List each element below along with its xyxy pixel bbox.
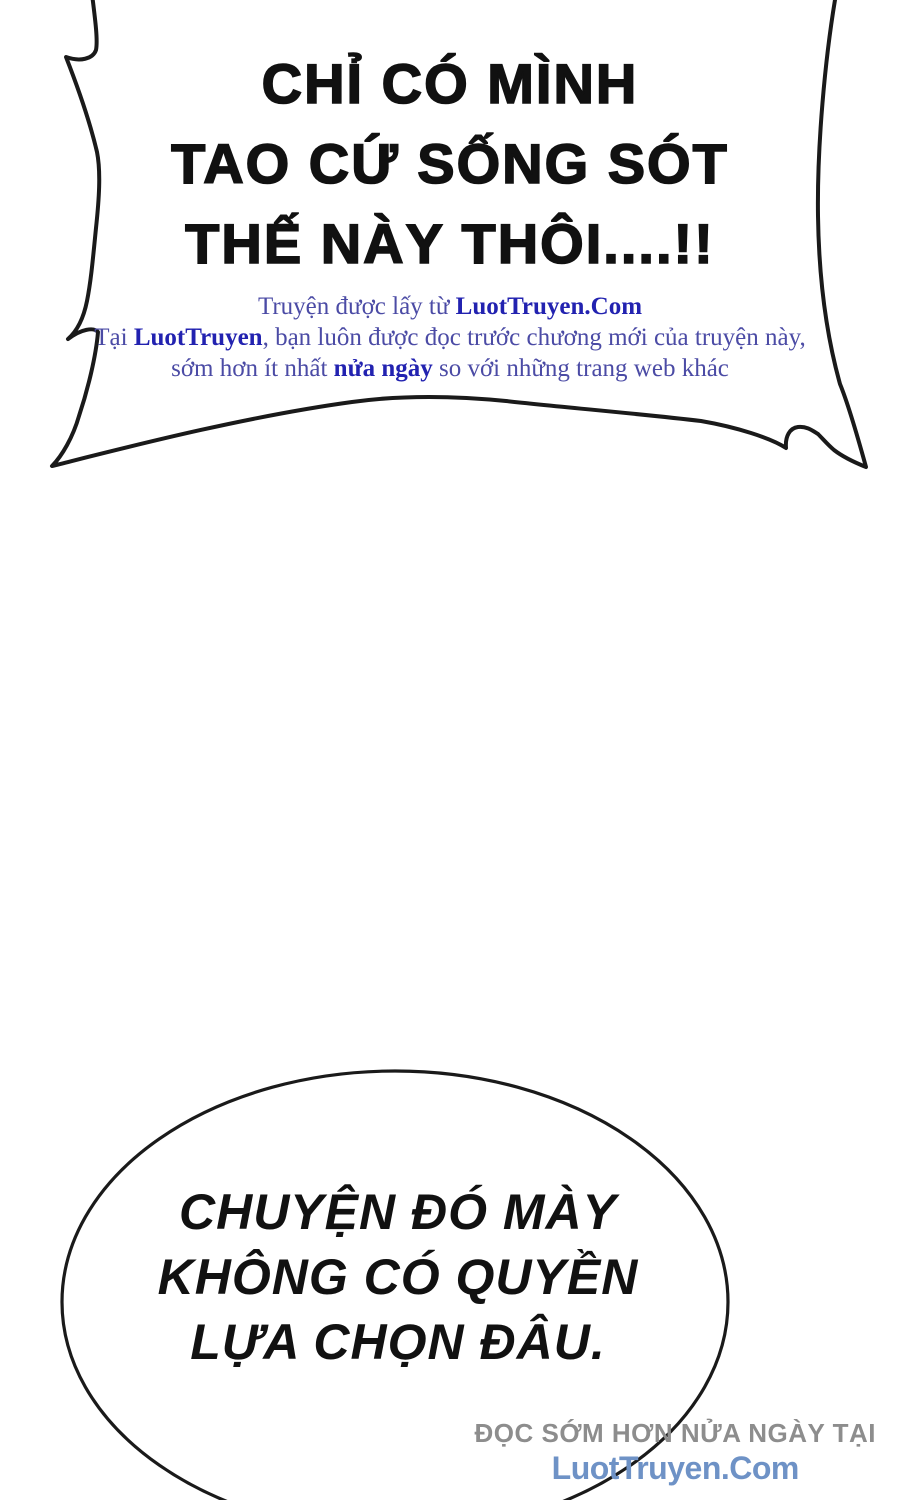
site-watermark xyxy=(475,1418,877,1488)
promo-text: Truyện được lấy từ xyxy=(257,293,456,320)
promo-site-name: LuotTruyen xyxy=(133,324,263,351)
promo-highlight: nửa ngày xyxy=(333,355,433,382)
promo-text: so với những trang web khác xyxy=(432,355,729,382)
promo-text: , bạn luôn được đọc trước chương mới của truyện này, xyxy=(262,324,806,351)
watermark-site-name: LuotTruyen.Com xyxy=(551,1450,799,1486)
promo-site-name: LuotTruyen.Com xyxy=(455,293,643,320)
promo-line xyxy=(0,291,900,322)
promo-text: sớm hơn ít nhất xyxy=(171,355,334,382)
promo-line xyxy=(0,322,900,353)
shout-line: CHỈ CÓ MÌNH xyxy=(261,52,639,115)
dialogue-line: LỰA CHỌN ĐÂU. xyxy=(190,1314,606,1370)
dialogue-line: KHÔNG CÓ QUYỀN xyxy=(157,1249,639,1305)
shout-line: THẾ NÀY THÔI....!! xyxy=(185,212,715,275)
oval-bubble-text xyxy=(0,1180,796,1375)
shout-bubble-text xyxy=(0,44,900,284)
shout-line: TAO CỨ SỐNG SÓT xyxy=(171,132,729,195)
promo-text: Tại xyxy=(94,324,134,351)
translator-promo-note xyxy=(0,291,900,384)
watermark-tagline: ĐỌC SỚM HƠN NỬA NGÀY TẠI xyxy=(474,1418,876,1448)
dialogue-line: CHUYỆN ĐÓ MÀY xyxy=(178,1184,618,1240)
promo-line xyxy=(0,353,900,384)
